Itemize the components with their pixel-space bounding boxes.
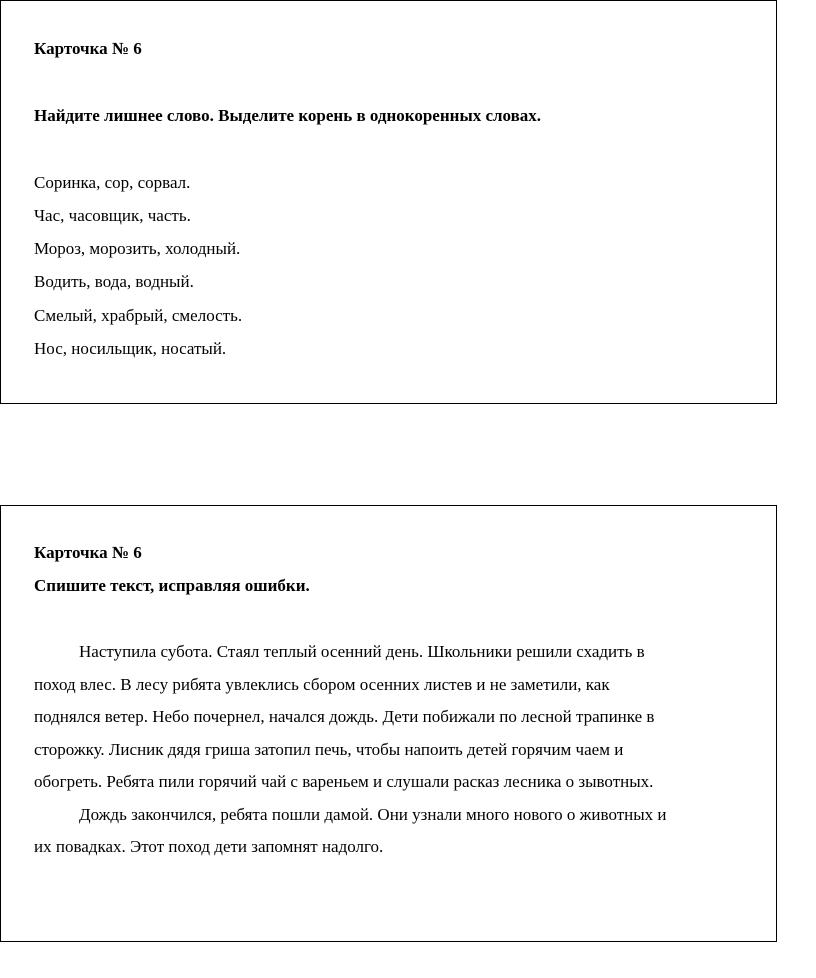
card-text-correction: [0, 505, 777, 942]
word-group-line: Смелый, храбрый, смелость.: [34, 306, 243, 325]
card-word-task: [0, 0, 777, 404]
text-line: Наступила субота. Стаял теплый осенний день. Школьники решили схадить в: [79, 642, 645, 661]
word-group-line: Соринка, сор, сорвал.: [34, 173, 191, 192]
word-group-line: Час, часовщик, часть.: [34, 206, 191, 225]
card-2-task: Спишите текст, исправляя ошибки.: [34, 576, 310, 595]
card-1-task: Найдите лишнее слово. Выделите корень в однокоренных словах.: [34, 106, 542, 125]
text-line: поход влес. В лесу рибята увлеклись сбором осенних листев и не заметили, как: [34, 674, 610, 694]
text-line: сторожку. Лисник дядя гриша затопил печь, чтобы напоить детей горячим чаем и: [34, 739, 624, 759]
text-line: Дождь закончился, ребята пошли дамой. Они узнали много нового о животных и: [79, 804, 667, 824]
word-group-line: Нос, носильщик, носатый.: [34, 339, 227, 358]
word-group-line: Мороз, морозить, холодный.: [34, 239, 241, 258]
card-2-title: Карточка № 6: [34, 543, 142, 562]
text-line: поднялся ветер. Небо почернел, начался дождь. Дети побижали по лесной трапинке в: [34, 707, 655, 726]
correction-text-paragraph: [34, 636, 770, 864]
text-line: их повадках. Этот поход дети запомнят надолго.: [34, 837, 384, 856]
word-group-line: Водить, вода, водный.: [34, 272, 194, 291]
card-1-title: Карточка № 6: [34, 39, 142, 58]
text-line: обогреть. Ребята пили горячий чай с вареньем и слушали расказ лесника о зывотных.: [34, 772, 654, 791]
